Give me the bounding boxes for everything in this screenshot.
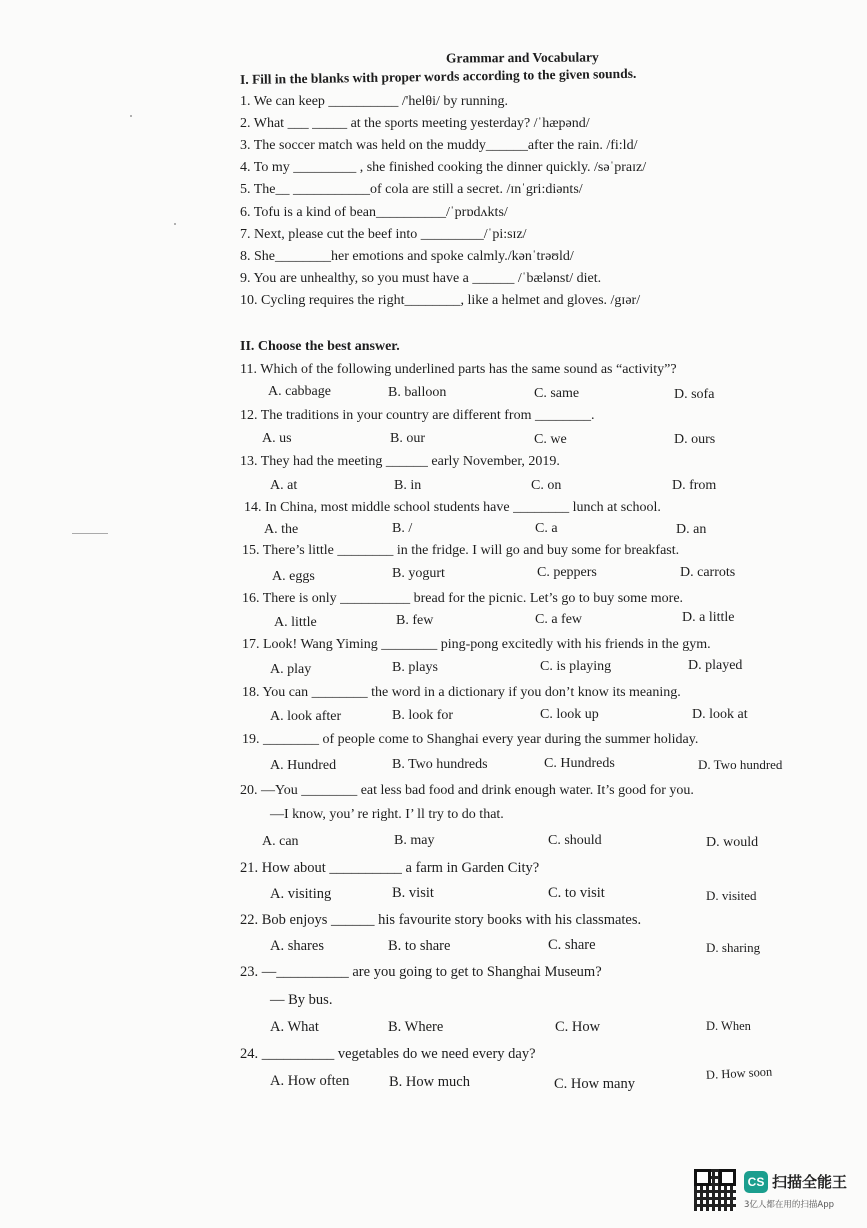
q14-option-d: D. an [676,522,707,537]
q20-option-b: B. may [394,833,435,848]
fill-item-10: 10. Cycling requires the right________, like a helmet and gloves. /gɪər/ [240,293,641,308]
question-19: 19. ________ of people come to Shanghai every year during the summer holiday. [242,732,699,747]
question-23-reply: — By bus. [270,992,333,1008]
question-20-reply: —I know, you’ re right. I’ ll try to do that. [270,807,504,822]
page-title: Grammar and Vocabulary [445,49,599,66]
q13-option-d: D. from [672,478,717,493]
q22-option-d: D. sharing [706,940,761,955]
q17-option-a: A. play [270,662,312,677]
q14-option-b: B. / [392,521,413,536]
q13-option-c: C. on [531,478,562,493]
q22-option-a: A. shares [270,938,324,954]
q11-option-b: B. balloon [388,385,447,400]
q16-option-a: A. little [274,615,317,630]
question-14: 14. In China, most middle school students have ________ lunch at school. [244,500,661,515]
q15-option-c: C. peppers [537,565,597,580]
q24-option-a: A. How often [270,1073,350,1089]
q21-option-c: C. to visit [548,885,605,901]
q20-option-a: A. can [262,834,299,849]
q16-option-d: D. a little [682,610,735,625]
q11-option-c: C. same [534,386,580,401]
fill-item-1: 1. We can keep __________ /'helθi/ by running. [240,94,508,109]
q21-option-a: A. visiting [270,886,332,902]
q12-option-d: D. ours [674,432,716,447]
q18-option-a: A. look after [270,709,342,724]
q13-option-b: B. in [394,478,422,493]
section2-heading: II. Choose the best answer. [240,339,400,354]
question-22: 22. Bob enjoys ______ his favourite story books with his classmates. [240,912,642,928]
q23-option-d: D. When [706,1019,751,1033]
camscanner-app-name: 扫描全能王 [772,1173,848,1191]
q12-option-a: A. us [262,431,292,446]
q22-option-b: B. to share [388,938,451,954]
q13-option-a: A. at [270,478,298,493]
fill-item-2: 2. What ___ _____ at the sports meeting yesterday? /ˈhæpənd/ [240,116,590,131]
camscanner-logo: CS [744,1171,768,1193]
q18-option-c: C. look up [540,707,599,722]
q23-option-a: A. What [270,1019,319,1035]
scan-margin-mark [72,533,108,534]
fill-item-6: 6. Tofu is a kind of bean__________/ˈprɒdʌkts/ [240,205,508,220]
question-21: 21. How about __________ a farm in Garden City? [240,860,540,876]
question-23: 23. —__________ are you going to get to Shanghai Museum? [240,964,602,980]
fill-item-8: 8. She________her emotions and spoke calmly./kənˈtrəʊld/ [240,249,574,264]
q17-option-b: B. plays [392,660,438,675]
q21-option-b: B. visit [392,885,434,901]
question-12: 12. The traditions in your country are different from ________. [240,408,595,423]
q22-option-c: C. share [548,937,596,953]
question-16: 16. There is only __________ bread for the picnic. Let’s go to buy some more. [242,591,684,606]
q17-option-c: C. is playing [540,659,612,674]
q11-option-a: A. cabbage [268,384,331,399]
question-17: 17. Look! Wang Yiming ________ ping-pong excitedly with his friends in the gym. [242,637,711,652]
q18-option-b: B. look for [392,708,454,723]
scan-speck [174,223,176,225]
section1-heading: I. Fill in the blanks with proper words according to the given sounds. [239,65,637,87]
question-24: 24. __________ vegetables do we need every day? [240,1046,536,1062]
q17-option-d: D. played [688,658,743,673]
q14-option-a: A. the [264,522,299,537]
q19-option-a: A. Hundred [270,758,337,773]
q19-option-b: B. Two hundreds [392,757,488,772]
q24-option-d: D. How soon [705,1064,773,1082]
q21-option-d: D. visited [706,888,757,903]
qr-code [694,1169,736,1211]
q11-option-d: D. sofa [674,387,715,402]
question-11: 11. Which of the following underlined parts has the same sound as “activity”? [240,362,677,377]
camscanner-tagline: 3亿人都在用的扫描App [744,1200,835,1210]
question-20: 20. —You ________ eat less bad food and drink enough water. It’s good for you. [240,783,694,798]
q12-option-b: B. our [390,431,425,446]
q16-option-c: C. a few [535,612,583,627]
question-18: 18. You can ________ the word in a dictionary if you don’t know its meaning. [242,685,681,700]
fill-item-7: 7. Next, please cut the beef into _________/ˈpi:sɪz/ [240,227,527,242]
scan-speck [130,115,132,117]
q24-option-b: B. How much [389,1074,470,1090]
q12-option-c: C. we [534,432,567,447]
q18-option-d: D. look at [692,707,748,722]
q20-option-c: C. should [548,833,602,848]
q15-option-b: B. yogurt [392,566,445,581]
question-13: 13. They had the meeting ______ early November, 2019. [240,454,560,469]
fill-item-4: 4. To my _________ , she finished cooking the dinner quickly. /səˈpraɪz/ [240,160,647,175]
q15-option-a: A. eggs [272,569,315,584]
q20-option-d: D. would [706,835,759,850]
q19-option-c: C. Hundreds [544,756,615,771]
q23-option-c: C. How [555,1019,601,1035]
fill-item-5: 5. The__ ___________of cola are still a secret. /ɪnˈgri:diənts/ [240,182,583,197]
fill-item-3: 3. The soccer match was held on the muddy______after the rain. /fi:ld/ [240,138,638,153]
q16-option-b: B. few [396,613,434,628]
q19-option-d: D. Two hundred [698,757,783,772]
q24-option-c: C. How many [554,1076,635,1092]
fill-item-9: 9. You are unhealthy, so you must have a ______ /ˈbælənst/ diet. [240,271,602,286]
q14-option-c: C. a [535,521,558,536]
question-15: 15. There’s little ________ in the fridge. I will go and buy some for breakfast. [242,543,680,558]
q23-option-b: B. Where [388,1019,444,1035]
q15-option-d: D. carrots [680,565,736,580]
